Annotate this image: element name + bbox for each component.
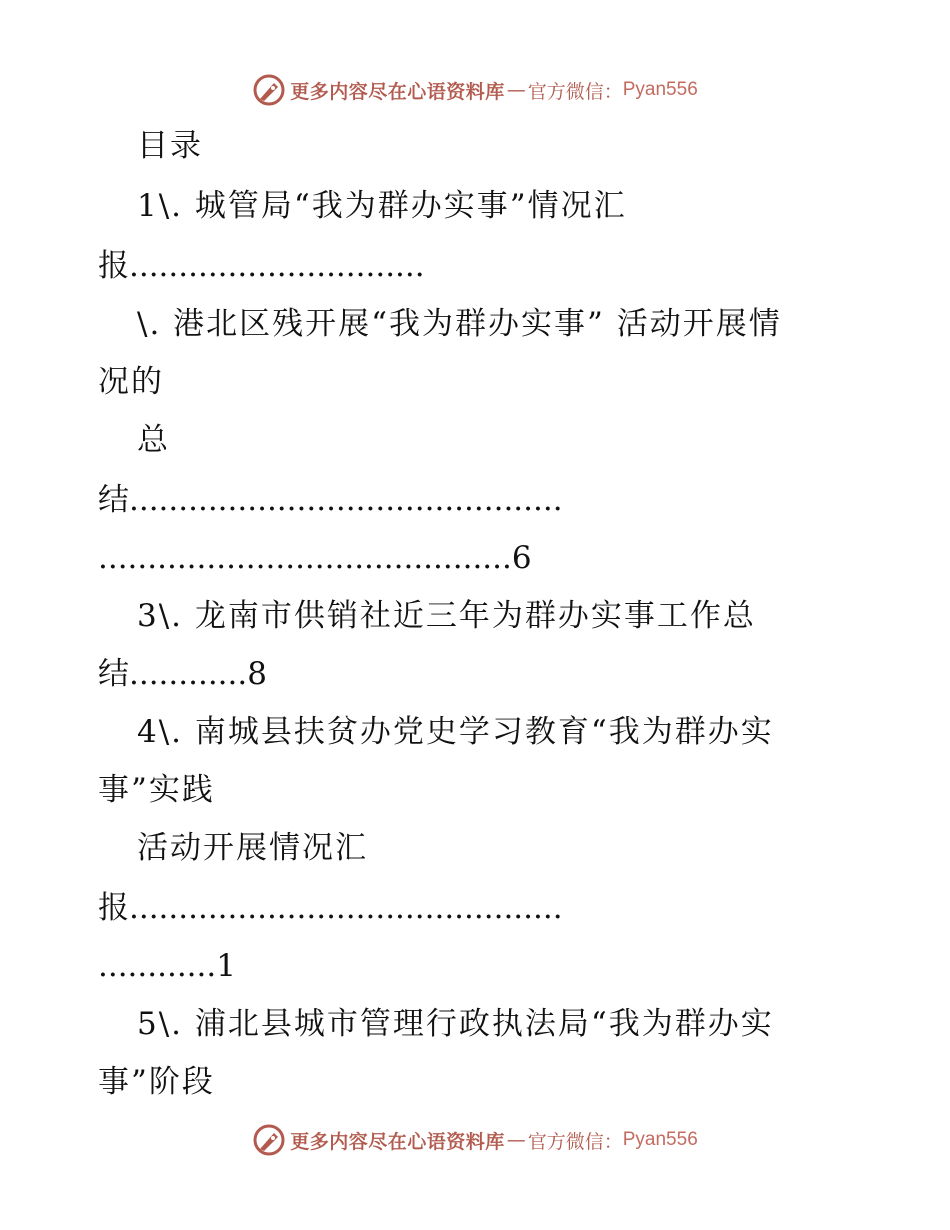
toc-line: ..........................................6	[98, 540, 532, 576]
watermark-id: Pyan556	[622, 79, 698, 100]
toc-line: 4\. 南城县扶贫办党史学习教育“我为群办实	[137, 714, 774, 750]
toc-line: 报..............................	[98, 248, 425, 284]
toc-line: 结............8	[98, 656, 267, 692]
toc-heading: 目录	[137, 128, 203, 164]
pen-logo-icon	[252, 1123, 286, 1157]
toc-line: ............1	[98, 948, 236, 984]
watermark-brand: 更多内容尽在心语资料库	[290, 80, 505, 103]
toc-line: 况的	[98, 364, 164, 400]
watermark-separator: —	[506, 79, 526, 101]
toc-line: 1\. 城管局“我为群办实事”情况汇	[137, 188, 627, 224]
toc-line: 总	[137, 422, 170, 458]
toc-line: 事”实践	[98, 772, 215, 808]
watermark-id: Pyan556	[622, 1129, 698, 1150]
watermark-header	[0, 70, 950, 110]
toc-line: 报............................................	[98, 890, 563, 926]
pen-logo-icon	[252, 73, 286, 107]
watermark-official: 官方微信：	[527, 1130, 623, 1153]
toc-line: 活动开展情况汇	[137, 830, 368, 866]
watermark-brand: 更多内容尽在心语资料库	[290, 1130, 505, 1153]
watermark-separator: —	[506, 1129, 526, 1151]
toc-line: \. 港北区残开展“我为群办实事” 活动开展情	[137, 306, 782, 342]
toc-line: 事”阶段	[98, 1064, 215, 1100]
watermark-official: 官方微信：	[527, 80, 623, 103]
toc-line: 3\. 龙南市供销社近三年为群办实事工作总	[137, 598, 756, 634]
watermark-footer	[0, 1120, 950, 1160]
toc-line: 结............................................	[98, 482, 563, 518]
toc-line: 5\. 浦北县城市管理行政执法局“我为群办实	[137, 1006, 774, 1042]
